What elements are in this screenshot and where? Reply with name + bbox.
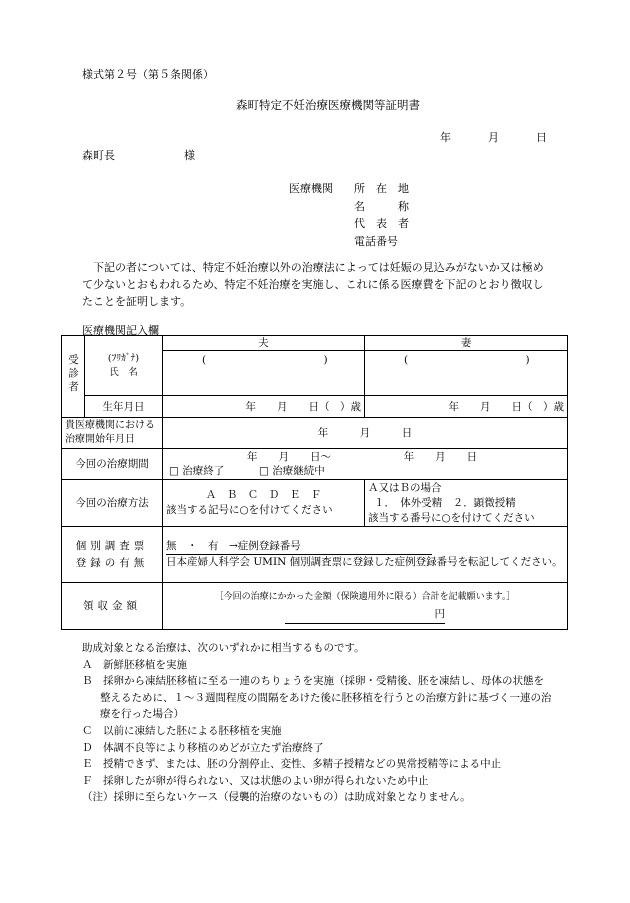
patient-label-cell [62,336,85,418]
period-from[interactable]: 年 月 日～ [247,451,331,463]
eligibility-notes [82,640,552,806]
amount-cell [163,583,568,630]
registry-label-cell [62,527,163,583]
section-label: 医療機関記入欄 [82,324,159,337]
note-item-b: Ｂ 採卵から凍結胚移植に至る一連のちりょうを実施（採卵・受精後、胚を凍結し、母体の状態を整えるために、１～３週間程度の間隔をあけた後に胚移植を行うとの治療方針に基づく一連の治療を行った場合） [82,675,552,721]
note-item-d: Ｄ 体調不良等により移植のめどが立たず治療終了 [82,741,324,754]
notes-intro: 助成対象となる治療は、次のいずれかに相当するものです。 [82,642,365,654]
certification-text: 下記の者については、特定不妊治療以外の治療法によっては妊娠の見込みがないか又は極めて少ないとおもわれるため、特定不妊治療を実施し、これに係る医療費を下記のとおり徴収したことを証明します。 [82,261,544,308]
registry-label-1: 個別調査票 [75,539,149,552]
field-representative: 代 表 者 [354,217,409,230]
date-month: 月 [488,131,499,144]
furigana-label: (ﾌﾘｶﾞﾅ) [107,352,140,364]
name-label: 氏 名 [109,366,138,378]
note-item-f: Ｆ 採卵したが卵が得られない、又は状態のよい卵が得られないため中止 [82,774,429,787]
husband-name-cell[interactable]: ( ) [163,351,365,396]
date-day: 日 [536,131,547,144]
period-to[interactable]: 年 月 日 [403,451,478,463]
field-address: 所 在 地 [354,182,409,195]
notes-footnote: （注）採卵に至らないケース（侵襲的治療のないもの）は助成対象となりません。 [82,791,471,804]
husband-header: 夫 [163,336,365,351]
birth-label: 生年月日 [85,396,163,418]
addressee [82,147,195,163]
start-date-label: 貴医療機関における治療開始年月日 [62,418,163,449]
addressee-name: 森町長 [82,149,115,162]
period-end-checkbox[interactable]: □ 治療終了 [169,465,225,477]
period-label: 今回の治療期間 [62,449,163,480]
period-cell [163,449,568,480]
amount-label: 領収金額 [62,583,163,630]
method-letters-cell [163,480,365,527]
note-item-c: Ｃ 以前に凍結した胚による胚移植を実施 [82,724,282,737]
note-item-e: Ｅ 授精できず、または、胚の分割停止、変性、多精子授精などの異常授精等による中止 [82,758,502,771]
issue-date [440,129,547,145]
registry-options[interactable]: 無 ・ 有 →症例登録番号 [166,539,432,555]
registry-note: 日本産婦人科学会 UMIN 個別調査票に登録した症例登録番号を転記してください。 [166,556,563,568]
amount-field[interactable] [285,606,445,624]
registry-cell [163,527,568,583]
certificate-table [61,335,568,630]
field-name: 名 称 [354,199,409,213]
field-phone: 電話番号 [354,234,398,248]
wife-birth-cell[interactable]: 年 月 日（ ）歳 [365,396,568,418]
page-title: 森町特定不妊治療医療機関等証明書 [236,98,420,112]
form-number: 様式第２号（第５条関係） [82,68,214,81]
name-label-cell [85,336,163,396]
method-ab-title: Ａ又はＢの場合 [368,481,442,494]
husband-birth-cell[interactable]: 年 月 日（ ）歳 [163,396,365,418]
start-date-cell[interactable]: 年 月 日 [163,418,568,449]
amount-note: ［今回の治療にかかった金額（保険適用外に限る）合計を記載願います。］ [214,591,516,602]
note-item-a: Ａ 新鮮胚移植を実施 [82,658,187,671]
addressee-honorific: 様 [184,149,195,162]
method-letters[interactable]: Ａ Ｂ Ｃ Ｄ Ｅ Ｆ [205,489,322,501]
period-continue-checkbox[interactable]: □ 治療継続中 [258,465,325,477]
institution-fields [354,180,409,250]
method-ab-cell [365,480,568,527]
wife-header: 妻 [365,336,568,351]
date-year: 年 [440,131,451,144]
method-ab-instruction: 該当する番号に○を付けてください [368,511,535,524]
registry-label-2: 登録の有無 [75,556,149,569]
method-label: 今回の治療方法 [62,480,163,527]
wife-name-cell[interactable]: ( ) [365,351,568,396]
method-ab-options[interactable]: １． 体外受精 ２．顕微授精 [374,496,516,509]
amount-unit: 円 [434,607,445,620]
patient-label: 受診者 [67,354,79,395]
institution-label: 医療機関 [289,182,333,195]
method-instruction: 該当する記号に○を付けてください [166,504,333,516]
